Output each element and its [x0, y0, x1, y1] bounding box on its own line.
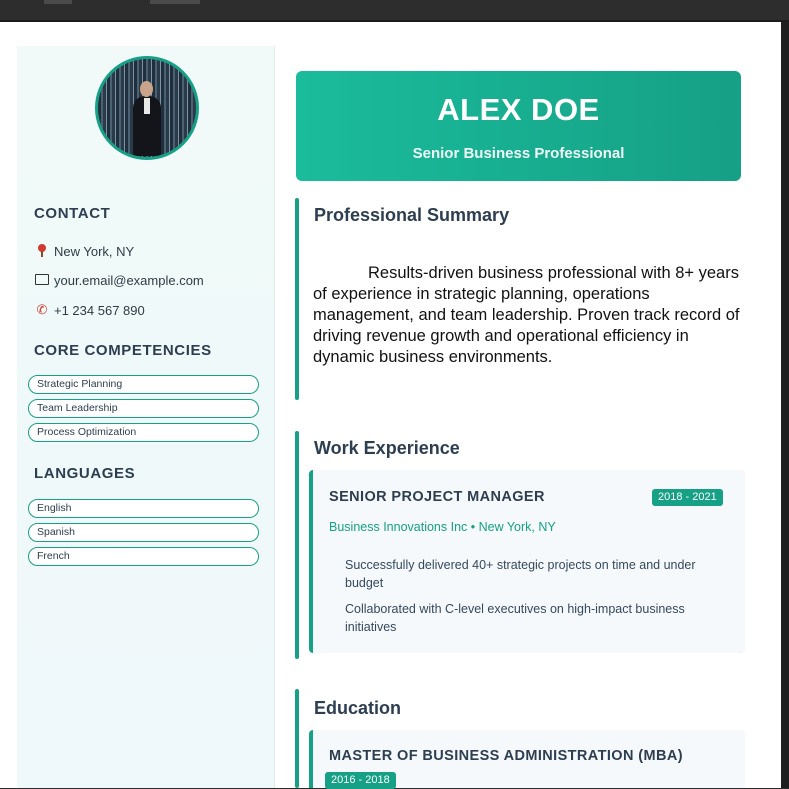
degree-title: MASTER OF BUSINESS ADMINISTRATION (MBA): [329, 748, 683, 764]
phone-text: +1 234 567 890: [54, 302, 145, 318]
competencies-heading: CORE COMPETENCIES: [34, 342, 212, 359]
language-pill: French: [28, 547, 259, 566]
language-pill: English: [28, 499, 259, 518]
email-text: your.email@example.com: [54, 273, 204, 288]
languages-heading: LANGUAGES: [34, 465, 136, 482]
summary-text: Results-driven business professional with 8+ years of experience in strategic planning, operations management, and team leadership. Proven track record of driving revenue growth and operational efficiency in dynamic business environments.: [313, 264, 740, 366]
location-pin-icon: [34, 244, 50, 259]
section-accent-bar: [295, 198, 299, 400]
resume-sidebar: [17, 46, 275, 788]
job-entry: [309, 470, 745, 653]
document-canvas: [0, 22, 789, 788]
envelope-icon: [34, 273, 50, 288]
competency-pill: Strategic Planning: [28, 375, 259, 394]
resume-header: [296, 71, 741, 181]
contact-phone: [34, 302, 145, 318]
education-date-badge: 2016 - 2018: [325, 772, 396, 789]
competency-pill: Process Optimization: [28, 423, 259, 442]
job-bullet: Successfully delivered 40+ strategic projects on time and under budget: [345, 558, 696, 590]
toolbar-control[interactable]: [150, 0, 200, 4]
contact-email: [34, 273, 204, 288]
resume-page: [0, 22, 781, 788]
language-pill: Spanish: [28, 523, 259, 542]
section-accent-bar: [295, 689, 299, 788]
job-date-badge: 2018 - 2021: [652, 489, 723, 506]
education-entry: [309, 730, 745, 788]
viewer-toolbar: [0, 0, 789, 22]
job-title: SENIOR PROJECT MANAGER: [329, 489, 545, 505]
location-text: New York, NY: [54, 244, 135, 259]
experience-heading: Work Experience: [314, 438, 460, 458]
contact-heading: CONTACT: [34, 205, 111, 222]
vertical-scrollbar[interactable]: [781, 22, 789, 788]
summary-heading: Professional Summary: [314, 205, 510, 225]
toolbar-control[interactable]: [44, 0, 72, 4]
job-bullet: Collaborated with C-level executives on high-impact business initiatives: [345, 602, 685, 634]
candidate-name: ALEX DOE: [437, 92, 600, 127]
job-company: Business Innovations Inc • New York, NY: [329, 520, 556, 534]
contact-location: [34, 244, 134, 259]
profile-photo: [95, 56, 199, 160]
competency-pill: Team Leadership: [28, 399, 259, 418]
education-heading: Education: [314, 698, 402, 718]
section-accent-bar: [295, 431, 299, 659]
phone-icon: ✆: [36, 302, 48, 317]
candidate-role: Senior Business Professional: [412, 145, 625, 162]
